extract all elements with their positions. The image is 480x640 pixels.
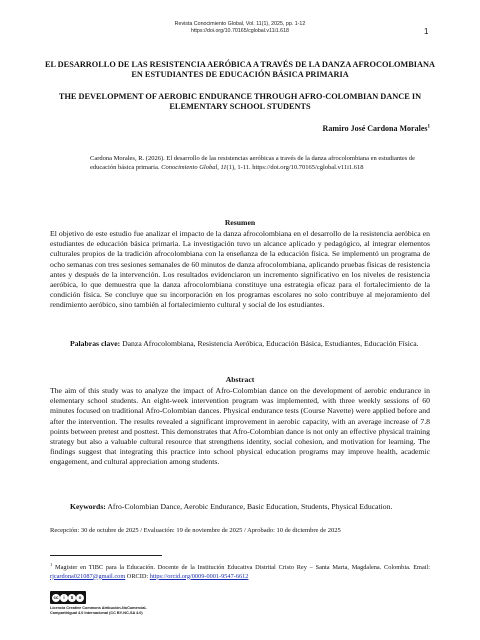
resumen-body: El objetivo de este estudio fue analizar el impacto de la danza afrocolombiana en el desarrollo de la resistencia aeróbica en estudiantes de educación básica primaria. La investigación tuvo un alcance aplicado y pedagógico, al integrar elementos culturales propios de la tradición afrocolombiana con la enseñanza de la educación física. Se implementó un programa de ocho semanas con tres sesiones semanales de 60 minutos de danza afrocolombiana, aplicando pruebas físicas de resistencia antes y después de la intervención. Los resultados evidenciaron un incremento significativo en los niveles de resistencia aeróbica, lo que demuestra que la danza afrocolombiana constituye una estrategia eficaz para el fortalecimiento de la condición física. Se concluye que su incorporación en los programas escolares no solo contribuye al mejoramiento del rendimiento aeróbico, sino también al fortalecimiento cultural y social de los estudiantes. <box>50 229 430 310</box>
citation-journal: Conocimiento Global <box>161 164 218 171</box>
cc-icon: cc <box>53 595 59 600</box>
how-to-cite <box>90 154 422 172</box>
palabras-clave <box>50 339 430 349</box>
abstract-body: The aim of this study was to analyze the impact of Afro-Colombian dance on the development of aerobic endurance in elementary school students. An eight-week intervention program was implemented, with three weekly sessions of 60 minutes focused on traditional Afro-Colombian dances. Physical endurance tests (Course Navette) were applied before and after the intervention. The results revealed a significant improvement in aerobic capacity, with an average increase of 7.8 points between pretest and posttest. This demonstrates that Afro-Colombian dance is not only an effective physical training strategy but also a valuable cultural resource that strengthens identity, social cohesion, and motivation for learning. The findings suggest that integrating this practice into school physical education programs may improve health, academic engagement, and cultural appreciation among students. <box>50 386 430 467</box>
keywords-list: Afro-Colombian Dance, Aerobic Endurance, Basic Education, Students, Physical Education. <box>107 502 393 511</box>
journal-citation-line: Revista Conocimiento Global, Vol. 11(1), 2025, pp. 1-12 <box>174 21 306 27</box>
author-footnote-mark: 1 <box>427 124 430 130</box>
sharealike-icon: o <box>76 594 84 602</box>
author-footnote <box>50 561 430 581</box>
footnote-text: Magister en TIBC para la Educación. Docente de la Institución Educativa Distrital Cristo Rey – Santa Marta, Magdalena. Colombia. Email: <box>52 564 430 572</box>
citation-comma: , <box>217 164 221 171</box>
page-number: 1 <box>424 27 429 36</box>
palabras-clave-label: Palabras clave: <box>70 339 121 348</box>
keywords-label: Keywords: <box>70 502 106 511</box>
license-line-2: CompartirIgual 4.0 Internacional (CC BY-NC-SA 4.0) <box>50 611 143 615</box>
orcid-label: ORCID: <box>125 572 150 580</box>
footnote-divider <box>50 555 162 556</box>
noncommercial-icon: $ <box>68 594 76 602</box>
license-line-1: Licencia Creative Commons Atribución-NoComercial- <box>50 606 147 610</box>
keywords <box>50 502 430 512</box>
abstract-heading: Abstract <box>225 375 255 384</box>
citation-text: Cardona Morales, R. (2026). El desarrollo de las resistencias aeróbicas a través de la danza afrocolombiana en estudiantes de educación básica primaria. <box>90 155 416 171</box>
title-english: THE DEVELOPMENT OF AEROBIC ENDURANCE THROUGH AFRO-COLOMBIAN DANCE IN ELEMENTARY SCHOOL STUDENTS <box>58 92 422 111</box>
citation-volume: 11 <box>220 164 227 171</box>
orcid-link[interactable]: https://orcid.org/0009-0001-9547-6612 <box>149 572 249 580</box>
author-email-link[interactable]: rjcardona021087@gmail.com <box>50 572 126 580</box>
author-line <box>323 124 430 133</box>
resumen-heading: Resumen <box>224 218 256 227</box>
license-text <box>50 606 160 616</box>
citation-doi: (1), 1-11. https://doi.org/10.70165/cglobal.v11i1.618 <box>226 164 364 171</box>
palabras-clave-list: Danza Afrocolombiana, Resistencia Aeróbica, Educación Básica, Estudiantes, Educación Física. <box>122 339 419 348</box>
author-name: Ramiro José Cardona Morales <box>322 124 428 133</box>
title-spanish: EL DESARROLLO DE LAS RESISTENCIA AERÓBICA A TRAVÉS DE LA DANZA AFROCOLOMBIANA EN ESTUDIANTES DE EDUCACIÓN BÁSICA PRIMARIA <box>45 60 435 79</box>
received-dates: Recepción: 30 de octubre de 2025 / Evaluación: 19 de noviembre de 2025 / Aprobado: 10 de diciembre de 2025 <box>50 527 341 534</box>
attribution-icon: i <box>60 594 68 602</box>
footnote-mark: 1 <box>50 562 53 567</box>
doi-line: https://doi.org/10.70165/cglobal.v11i1.618 <box>191 28 289 35</box>
running-head <box>0 21 480 35</box>
cc-license-badge[interactable] <box>50 591 86 604</box>
